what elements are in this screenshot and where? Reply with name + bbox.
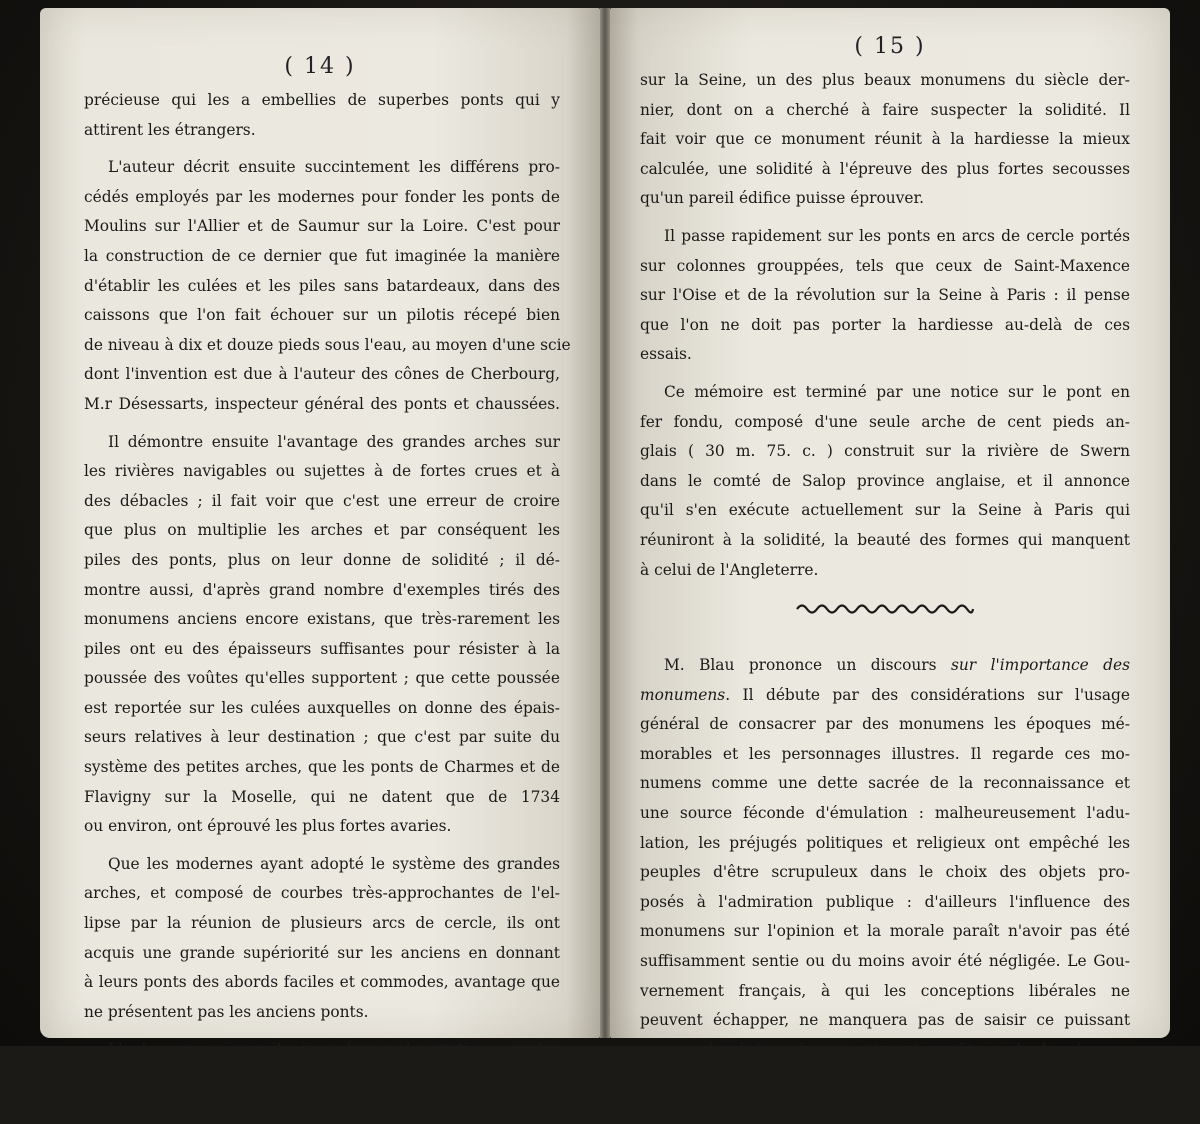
italic-run: monumens <box>640 685 726 704</box>
text-line: poussée des voûtes qu'elles supportent ; que cette poussée <box>84 669 560 688</box>
text-line: système des petites arches, que les ponts de Charmes et de <box>84 758 560 777</box>
text-line: acquis une grande supériorité sur les anciens en donnant <box>84 943 560 962</box>
right-page <box>610 8 1170 1089</box>
text-line: de niveau à dix et douze pieds sous l'eau, au moyen d'une scie <box>84 335 571 354</box>
text-line: morables et les personnages illustres. Il regarde ces mo- <box>640 744 1130 763</box>
text-line: peuples d'être scrupuleux dans le choix des objets pro- <box>640 863 1130 882</box>
text-line: qu'un pareil édifice puisse éprouver. <box>640 189 925 208</box>
text-line: montre aussi, d'après grand nombre d'exemples tirés des <box>84 580 560 599</box>
text-line: L'auteur décrit ensuite succintement les différens pro- <box>108 158 560 177</box>
book-gutter <box>600 8 610 1038</box>
text-line: monumens sur l'opinion et la morale paraît n'avoir pas été <box>640 922 1130 941</box>
text-line: ne présentent pas les anciens ponts. <box>84 1002 369 1021</box>
right-page-number: ( 15 ) <box>854 34 926 59</box>
text-line: L'auteur passe ensuite à quelques observations sur les <box>108 1040 560 1059</box>
open-book <box>40 8 1170 1118</box>
text-line: que plus on multiplie les arches et par conséquent les <box>84 521 560 540</box>
text-line: piles des ponts, plus on leur donne de solidité ; il dé- <box>84 550 560 569</box>
text-line: Flavigny sur la Moselle, qui ne datent que de 1734 <box>84 787 560 806</box>
text-line: à celui de l'Angleterre. <box>640 560 819 579</box>
text-line: cédés employés par les modernes pour fonder les ponts de <box>84 187 560 206</box>
text-line: peuvent échapper, ne manquera pas de saisir ce puissant <box>640 1011 1130 1030</box>
text-line: arches, et composé de courbes très-approchantes de l'el- <box>84 884 560 903</box>
text-line: monumens anciens encore existans, que très-rarement les <box>84 610 560 629</box>
left-page-text <box>84 86 571 1124</box>
text-line: des débacles ; il fait voir que c'est une erreur de croire <box>84 491 560 510</box>
text-line: causes qui peuvent déterminer la chûte des ponts : il en <box>84 1070 560 1088</box>
text-line: réuniront à la solidité, la beauté des formes qui manquent <box>640 530 1130 549</box>
text-line: M.r Désessarts, inspecteur général des ponts et chaussées. <box>84 394 560 413</box>
text-line: sur la Seine, un des plus beaux monumens du siècle der- <box>640 71 1130 89</box>
text-line: fait voir que ce monument réunit à la hardiesse la mieux <box>640 130 1130 149</box>
text-line: tance favorable que présente la disparition des anciens <box>640 1070 1130 1089</box>
text-line: qu'il s'en exécute actuellement sur la Seine à Paris qui <box>640 501 1130 520</box>
text-line: calculée, une solidité à l'épreuve des plus fortes secousses <box>640 159 1130 178</box>
text-run: M. Blau prononce un discours <box>664 656 951 675</box>
text-line: général de consacrer par des monumens les époques mé- <box>640 715 1130 734</box>
text-line: lation, les préjugés politiques et religieux ont empêché les <box>640 833 1130 852</box>
text-line: glais ( 30 m. 75. c. ) construit sur la rivière de Swern <box>640 442 1130 461</box>
italic-run: sur l'importance des <box>950 656 1130 675</box>
text-line: fer fondu, composé d'une seule arche de cent pieds an- <box>640 412 1130 431</box>
text-line: Il démontre ensuite l'avantage des grandes arches sur <box>108 432 560 451</box>
text-line: attirent les étrangers. <box>84 120 256 139</box>
text-line: seurs relatives à leur destination ; que c'est par suite du <box>84 728 560 747</box>
text-line: précieuse qui les a embellies de superbes ponts qui y <box>84 91 560 109</box>
text-line: la construction de ce dernier que fut imaginée la manière <box>84 246 560 265</box>
text-line: sur l'Oise et de la révolution sur la Seine à Paris : il pense <box>640 286 1130 305</box>
text-line: numens comme une dette sacrée de la reconnaissance et <box>640 774 1130 793</box>
wavy-divider-icon <box>795 599 975 619</box>
text-line: ou environ, ont éprouvé les plus fortes avaries. <box>84 817 452 836</box>
text-line: posés à l'admiration publique : d'ailleurs l'influence des <box>640 892 1130 911</box>
text-line: moyen de diriger les esprits, et profitera de la circons- <box>640 1040 1130 1059</box>
text-line: piles ont eu des épaisseurs suffisantes pour résister à la <box>84 639 560 658</box>
text-line: suffisamment sentie ou du moins avoir été négligée. Le Gou- <box>640 952 1130 971</box>
text-line <box>640 651 1130 681</box>
text-line: vernement français, à qui les conceptions libérales ne <box>640 981 1130 1000</box>
text-line: dont l'invention est due à l'auteur des cônes de Cherbourg, <box>84 365 560 384</box>
text-line: Moulins sur l'Allier et de Saumur sur la Loire. C'est pour <box>84 217 560 236</box>
text-line: est reportée sur les culées auxquelles on donne des épais- <box>84 698 560 717</box>
text-line: sur colonnes grouppées, tels que ceux de Saint-Maxence <box>640 256 1130 275</box>
text-line: nier, dont on a cherché à faire suspecter la solidité. Il <box>640 100 1130 119</box>
text-line <box>640 681 1130 711</box>
text-line: Que les modernes ayant adopté le système des grandes <box>108 854 560 873</box>
left-page <box>40 8 600 1118</box>
text-line: les rivières navigables ou sujettes à de fortes crues et à <box>84 462 560 481</box>
text-line: Ce mémoire est terminé par une notice sur le pont en <box>664 382 1130 401</box>
text-line: que l'on ne doit pas porter la hardiesse au-delà de ces <box>640 315 1130 334</box>
text-line: fait une application particulière au grand pont de Neuilly <box>84 1099 560 1118</box>
left-page-number: ( 14 ) <box>284 54 356 79</box>
text-line: Il passe rapidement sur les ponts en arcs de cercle portés <box>664 226 1130 245</box>
text-line: essais. <box>640 345 692 364</box>
text-line: une source féconde d'émulation : malheureusement l'adu- <box>640 804 1130 823</box>
text-line: d'établir les culées et les piles sans batardeaux, dans des <box>84 276 560 295</box>
right-page-text <box>640 66 1130 1095</box>
wavy-divider <box>640 599 1130 629</box>
text-line: lipse par la réunion de plusieurs arcs de cercle, ils ont <box>84 914 560 933</box>
text-line: caissons que l'on fait échouer sur un pilotis récepé bien <box>84 306 560 325</box>
text-line: à leurs ponts des abords faciles et commodes, avantage que <box>84 973 560 992</box>
text-run: . Il débute par des considérations sur l'usage <box>725 685 1130 704</box>
text-line: dans le comté de Salop province anglaise, et il annonce <box>640 471 1130 490</box>
